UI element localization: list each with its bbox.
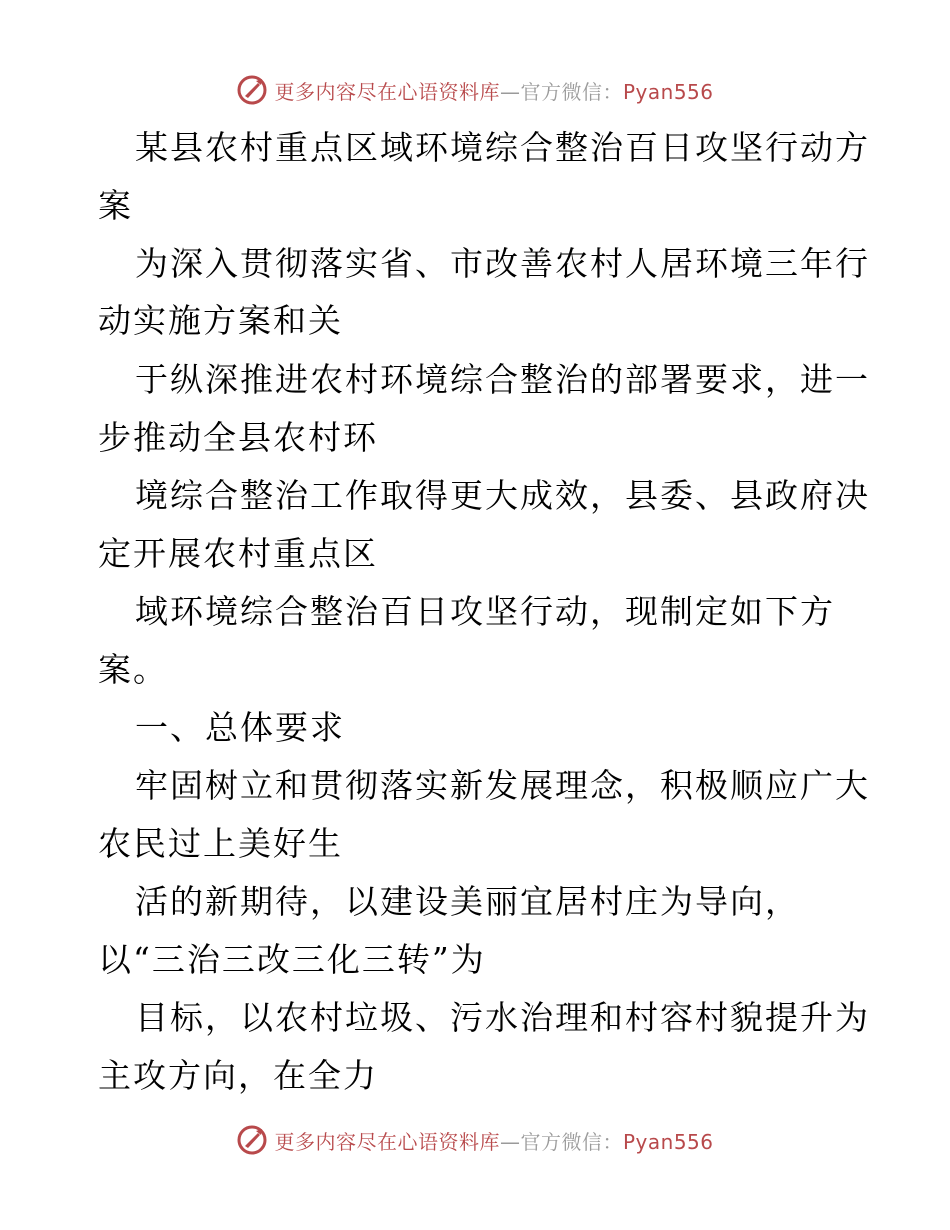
banner-wechat-label: 官方微信：: [520, 79, 623, 104]
quill-logo-icon: [236, 1124, 268, 1156]
doc-line: 域环境综合整治百日攻坚行动，现制定如下方: [135, 592, 835, 631]
doc-line: 案。: [98, 650, 168, 689]
doc-line: 为深入贯彻落实省、市改善农村人居环境三年行: [135, 244, 870, 283]
doc-line: 主攻方向，在全力: [98, 1056, 378, 1095]
doc-title-line-1: 某县农村重点区域环境综合整治百日攻坚行动方: [135, 128, 870, 167]
doc-line: 步推动全县农村环: [98, 418, 378, 457]
banner-wechat-id: Pyan556: [622, 79, 714, 104]
doc-line: 动实施方案和关: [98, 301, 343, 340]
doc-line: 活的新期待，以建设美丽宜居村庄为导向，: [135, 882, 800, 921]
doc-line: 农民过上美好生: [98, 824, 343, 863]
doc-line: 以“三治三改三化三转”为: [98, 940, 486, 979]
banner-site-text: 更多内容尽在心语资料库: [274, 79, 500, 104]
doc-line: 定开展农村重点区: [98, 534, 378, 573]
section-heading: 一、总体要求: [135, 708, 345, 747]
banner-wechat-label: 官方微信：: [520, 1129, 623, 1154]
doc-line: 境综合整治工作取得更大成效，县委、县政府决: [135, 476, 870, 515]
banner-dash: —: [499, 79, 521, 104]
doc-line: 牢固树立和贯彻落实新发展理念，积极顺应广大: [135, 766, 870, 805]
footer-banner: [0, 1120, 950, 1160]
banner-wechat-id: Pyan556: [622, 1129, 714, 1154]
banner-site-text: 更多内容尽在心语资料库: [274, 1129, 500, 1154]
doc-line: 于纵深推进农村环境综合整治的部署要求，进一: [135, 360, 870, 399]
doc-title-line-2: 案: [98, 186, 133, 225]
doc-line: 目标，以农村垃圾、污水治理和村容村貌提升为: [135, 998, 870, 1037]
banner-dash: —: [499, 1129, 521, 1154]
